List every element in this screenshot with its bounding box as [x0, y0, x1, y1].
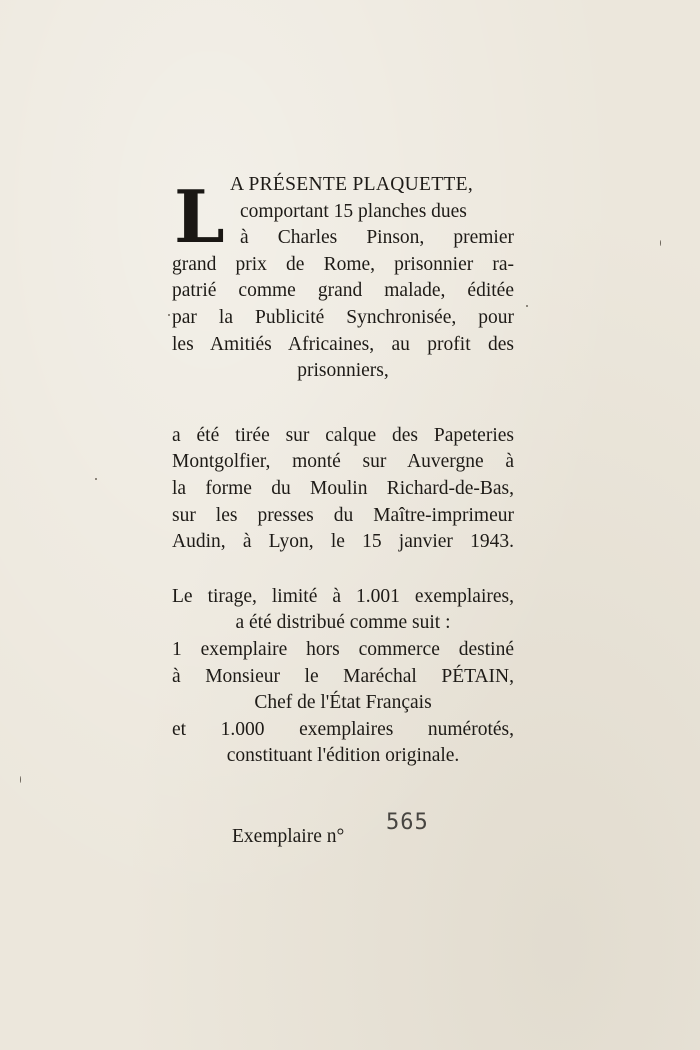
exemplaire-label: Exemplaire n° [232, 826, 345, 847]
colophon-line: Le tirage, limité à 1.001 exemplaires, [172, 585, 514, 607]
colophon-line: Chef de l'État Français [254, 692, 432, 714]
colophon-paragraph-2 [172, 423, 514, 556]
paper-speck [660, 240, 661, 246]
colophon-line: a été tirée sur calque des Papeteries [172, 424, 514, 446]
colophon-line: constituant l'édition originale. [226, 745, 460, 767]
colophon-line: à Monsieur le Maréchal PÉTAIN, [172, 665, 514, 687]
paper-speck [526, 305, 528, 307]
colophon-line: les Amitiés Africaines, au profit des [172, 333, 514, 355]
colophon-line: par la Publicité Synchronisée, pour [172, 306, 514, 328]
colophon-line: à Charles Pinson, premier [240, 227, 514, 249]
colophon-line: sur les presses du Maître-imprimeur [172, 504, 514, 526]
colophon-line: a été distribué comme suit : [235, 612, 451, 634]
colophon-line: la forme du Moulin Richard-de-Bas, [172, 477, 514, 499]
colophon-line: prisonniers, [297, 360, 389, 382]
paper-speck [168, 314, 170, 316]
colophon-line: comportant 15 planches dues [240, 200, 467, 222]
drop-cap: L [174, 174, 225, 259]
colophon-paragraph-1 [172, 172, 514, 385]
colophon-line: Audin, à Lyon, le 15 janvier 1943. [172, 531, 514, 553]
paper-speck [95, 478, 97, 480]
colophon-line: et 1.000 exemplaires numérotés, [172, 718, 514, 740]
colophon-line: grand prix de Rome, prisonnier ra- [172, 253, 514, 275]
colophon-line: 1 exemplaire hors commerce destiné [172, 638, 514, 660]
colophon-line: patrié comme grand malade, éditée [172, 280, 514, 302]
colophon-paragraph-3 [172, 584, 514, 770]
colophon-line: A PRÉSENTE PLAQUETTE, [230, 174, 474, 195]
colophon-text [172, 172, 514, 770]
exemplaire-number-stamp: 565 [386, 810, 429, 835]
colophon-line: Montgolfier, monté sur Auvergne à [172, 451, 514, 473]
paper-speck [20, 776, 21, 783]
